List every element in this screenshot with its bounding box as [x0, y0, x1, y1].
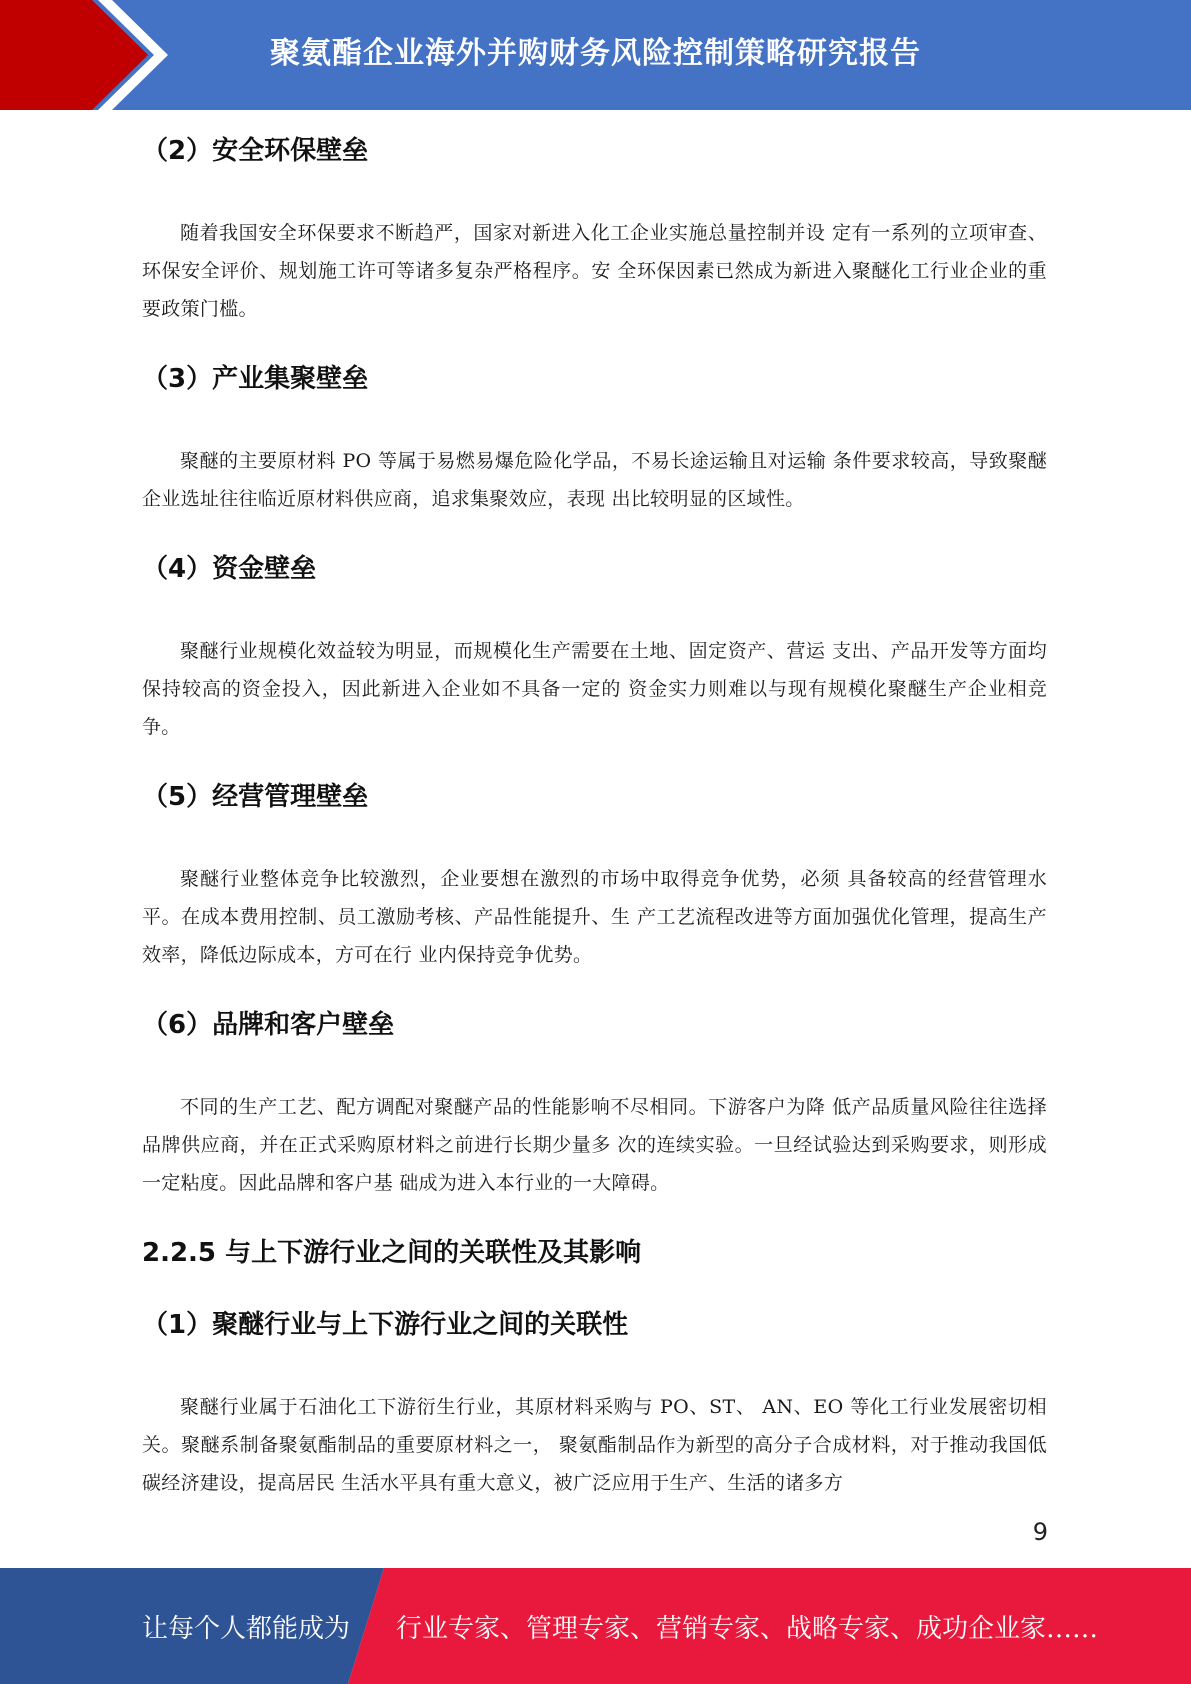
page-footer — [0, 1568, 1191, 1684]
section-paragraph: 聚醚行业规模化效益较为明显，而规模化生产需要在土地、固定资产、营运 支出、产品开发等方面均保持较高的资金投入，因此新进入企业如不具备一定的 资金实力则难以与现有规模化聚醚生产企业相竞争。 — [142, 640, 1047, 738]
section-heading: （6）品牌和客户壁垒 — [142, 1010, 395, 1040]
section-paragraph: 聚醚行业整体竞争比较激烈，企业要想在激烈的市场中取得竞争优势，必须 具备较高的经营管理水平。在成本费用控制、员工激励考核、产品性能提升、生 产工艺流程改进等方面加强优化管理，提高生产效率，降低边际成本，方可在行 业内保持竞争优势。 — [142, 868, 1047, 966]
page-number: 9 — [1032, 1518, 1048, 1546]
section-heading: （3）产业集聚壁垒 — [142, 364, 369, 394]
section-paragraph: 不同的生产工艺、配方调配对聚醚产品的性能影响不尽相同。下游客户为降 低产品质量风险往往选择品牌供应商，并在正式采购原材料之前进行长期少量多 次的连续实验。一旦经试验达到采购要求，则形成一定粘度。因此品牌和客户基 础成为进入本行业的一大障碍。 — [142, 1096, 1047, 1194]
section-paragraph: 随着我国安全环保要求不断趋严，国家对新进入化工企业实施总量控制并设 定有一系列的立项审查、环保安全评价、规划施工许可等诸多复杂严格程序。安 全环保因素已然成为新进入聚醚化工行业企业的重要政策门槛。 — [142, 222, 1047, 320]
section-heading: （5）经营管理壁垒 — [142, 782, 369, 812]
document-body — [142, 118, 1047, 1534]
section-paragraph: 聚醚行业属于石油化工下游衍生行业，其原材料采购与 PO、ST、 AN、EO 等化工行业发展密切相关。聚醚系制备聚氨酯制品的重要原材料之一， 聚氨酯制品作为新型的高分子合成材料，对于推动我国低碳经济建设，提高居民 生活水平具有重大意义，被广泛应用于生产、生活的诸多方 — [142, 1396, 1047, 1494]
footer-slogan-left: 让每个人都能成为 — [142, 1614, 351, 1644]
sub-section-heading: （1）聚醚行业与上下游行业之间的关联性 — [142, 1310, 629, 1340]
section-title-2-2-5: 2.2.5 与上下游行业之间的关联性及其影响 — [142, 1238, 642, 1268]
header-title: 聚氨酯企业海外并购财务风险控制策略研究报告 — [270, 36, 921, 71]
section-paragraph: 聚醚的主要原材料 PO 等属于易燃易爆危险化学品，不易长途运输且对运输 条件要求较高，导致聚醚企业选址往往临近原材料供应商，追求集聚效应，表现 出比较明显的区域性。 — [142, 450, 1047, 510]
section-heading: （2）安全环保壁垒 — [142, 136, 369, 166]
section-heading: （4）资金壁垒 — [142, 554, 317, 584]
page-header — [0, 0, 1191, 110]
footer-slogan-right: 行业专家、管理专家、营销专家、战略专家、成功企业家…… — [396, 1614, 1099, 1644]
